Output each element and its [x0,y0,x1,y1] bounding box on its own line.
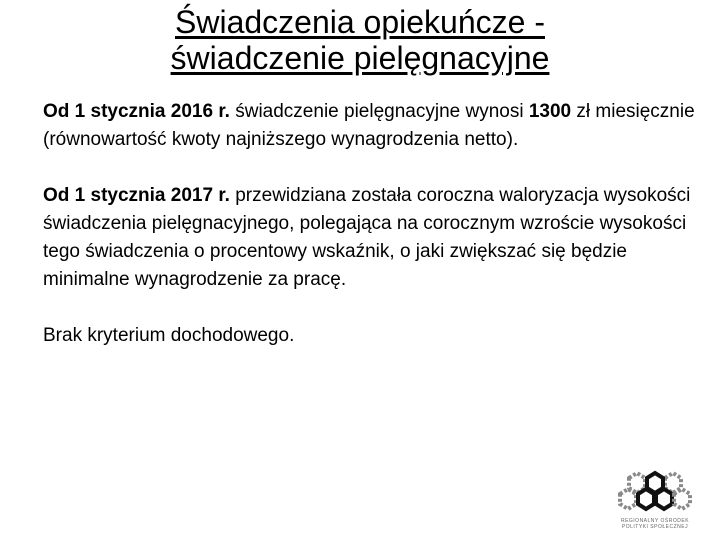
paragraph-2017-text: przewidziana została coroczna waloryzacja wysokości świadczenia pielęgnacyjnego, polegająca na corocznym wzroście wysokości tego świadczenia o procentowy wskaźnik, o jaki zwiększać się będzie minimalne wynagrodzenie za pracę. [43,185,691,290]
slide-title [90,4,630,76]
slide-body [43,98,703,378]
logo-caption: REGIONALNY OŚRODEK POLITYKI SPOŁECZNEJ [620,518,690,530]
paragraph-2016-text-a: świadczenie pielęgnacyjne wynosi [229,101,529,122]
paragraph-income-criterion: Brak kryterium dochodowego. [43,325,295,346]
slide-title-line-2: świadczenie pielęgnacyjne [170,40,550,76]
date-2016: Od 1 stycznia 2016 r. [43,101,230,122]
paragraph-2016-text-b: zł miesięcznie (równowartość kwoty najniższego wynagrodzenia netto). [43,101,695,150]
slide-title-line-1: Świadczenia opiekuńcze - [175,4,545,40]
benefit-amount: 1300 [528,101,572,122]
date-2017: Od 1 stycznia 2017 r. [43,185,230,206]
paragraph-2016 [43,98,703,154]
paragraph-2017 [43,182,703,294]
